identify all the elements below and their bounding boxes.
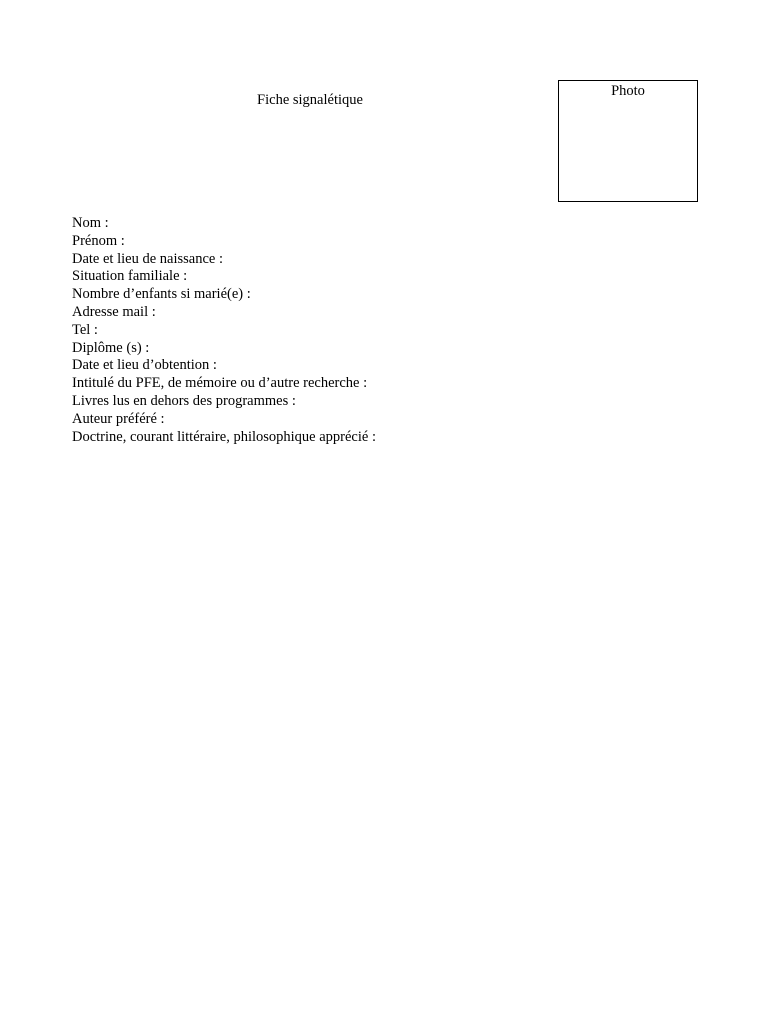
photo-placeholder-box [558, 80, 698, 202]
field-tel: Tel : [72, 321, 98, 338]
field-adresse-mail: Adresse mail : [72, 303, 156, 320]
field-prenom: Prénom : [72, 232, 125, 249]
field-nom: Nom : [72, 215, 109, 231]
field-intitule-pfe: Intitulé du PFE, de mémoire ou d’autre recherche : [72, 375, 368, 392]
field-doctrine-courant: Doctrine, courant littéraire, philosophique apprécié : [72, 428, 376, 445]
field-auteur-prefere: Auteur préféré : [72, 410, 165, 427]
field-list [72, 215, 376, 446]
field-situation-familiale: Situation familiale : [72, 268, 188, 285]
document-title: Fiche signalétique [257, 92, 363, 108]
field-date-lieu-naissance: Date et lieu de naissance : [72, 250, 223, 267]
photo-label: Photo [611, 83, 645, 99]
field-date-lieu-obtention: Date et lieu d’obtention : [72, 357, 217, 374]
field-nombre-enfants: Nombre d’enfants si marié(e) : [72, 286, 251, 303]
field-diplome: Diplôme (s) : [72, 339, 150, 356]
field-livres-lus: Livres lus en dehors des programmes : [72, 392, 296, 409]
